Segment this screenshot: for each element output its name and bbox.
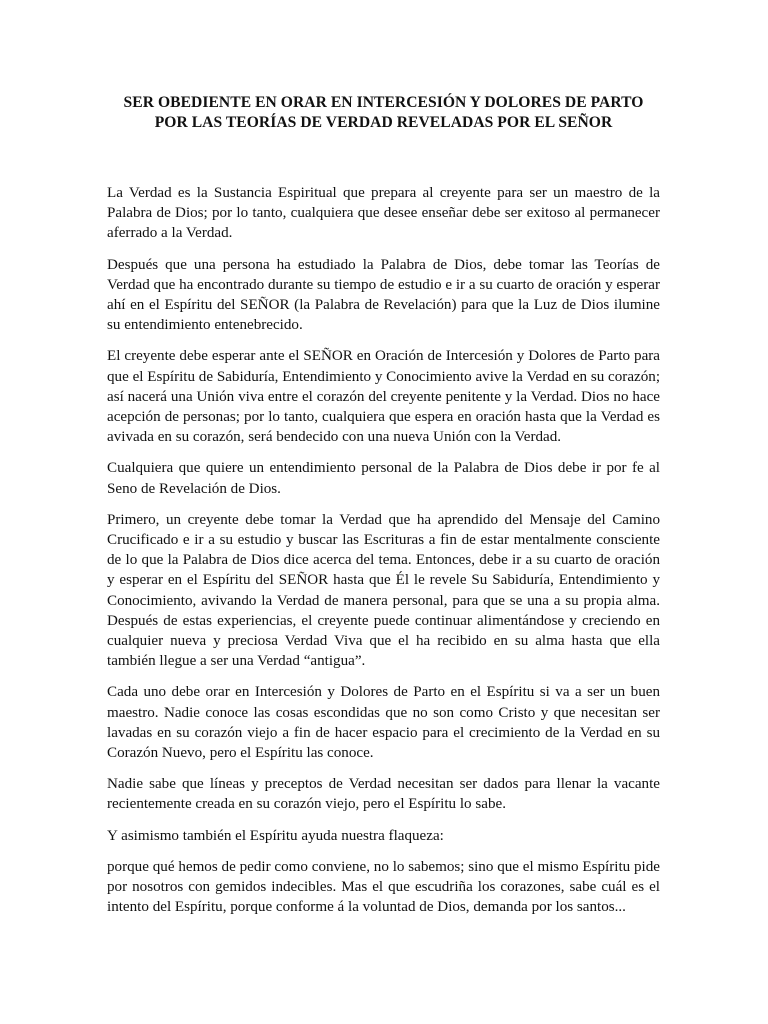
paragraph: Nadie sabe que líneas y preceptos de Verdad necesitan ser dados para llenar la vacante recientemente creada en su corazón viejo, pero el Espíritu lo sabe. — [107, 776, 660, 813]
paragraph: Primero, un creyente debe tomar la Verdad que ha aprendido del Mensaje del Camino Crucificado e ir a su estudio y buscar las Escrituras a fin de estar mentalmente consciente de lo que la Palabra de Dios dice acerca del tema. Entonces, debe ir a su cuarto de oración y esperar en el Espíritu del SEÑOR hasta que Él le revele Su Sabiduría, Entendimiento y Conocimiento, avivando la Verdad de manera personal, para que se una a su propia alma. Después de estas experiencias, el creyente puede continuar alimentándose y creciendo en cualquier nueva y preciosa Verdad Viva que el ha recibido en su alma hasta que ella también llegue a ser una Verdad “antigua”. — [107, 511, 660, 670]
document-body — [107, 183, 660, 918]
paragraph: Cada uno debe orar en Intercesión y Dolores de Parto en el Espíritu si va a ser un buen maestro. Nadie conoce las cosas escondidas que no son como Cristo y que necesitan ser lavadas en su corazón viejo a fin de hacer espacio para el crecimiento de la Verdad en su Corazón Nuevo, pero el Espíritu las conoce. — [107, 684, 660, 762]
document-page — [107, 93, 660, 929]
paragraph: La Verdad es la Sustancia Espiritual que prepara al creyente para ser un maestro de la Palabra de Dios; por lo tanto, cualquiera que desee enseñar debe ser exitoso al permanecer aferrado a la Verdad. — [107, 185, 660, 242]
paragraph: Y asimismo también el Espíritu ayuda nuestra flaqueza: — [107, 827, 444, 844]
paragraph: El creyente debe esperar ante el SEÑOR en Oración de Intercesión y Dolores de Parto para que el Espíritu de Sabiduría, Entendimiento y Conocimiento avive la Verdad en su corazón; así nacerá una Unión viva entre el corazón del creyente penitente y la Verdad. Dios no hace acepción de personas; por lo tanto, cualquiera que espera en oración hasta que la Verdad es avivada en su corazón, será bendecido con una nueva Unión con la Verdad. — [107, 348, 661, 446]
document-title: SER OBEDIENTE EN ORAR EN INTERCESIÓN Y DOLORES DE PARTO POR LAS TEORÍAS DE VERDAD REVELADAS POR EL SEÑOR — [123, 94, 644, 131]
paragraph: Cualquiera que quiere un entendimiento personal de la Palabra de Dios debe ir por fe al Seno de Revelación de Dios. — [107, 460, 660, 497]
paragraph: porque qué hemos de pedir como conviene, no lo sabemos; sino que el mismo Espíritu pide por nosotros con gemidos indecibles. Mas el que escudriña los corazones, sabe cuál es el intento del Espíritu, porque conforme á la voluntad de Dios, demanda por los santos... — [107, 858, 660, 916]
paragraph: Después que una persona ha estudiado la Palabra de Dios, debe tomar las Teorías de Verdad que ha encontrado durante su tiempo de estudio e ir a su cuarto de oración y esperar ahí en el Espíritu del SEÑOR (la Palabra de Revelación) para que la Luz de Dios ilumine su entendimiento entenebrecido. — [107, 256, 660, 334]
